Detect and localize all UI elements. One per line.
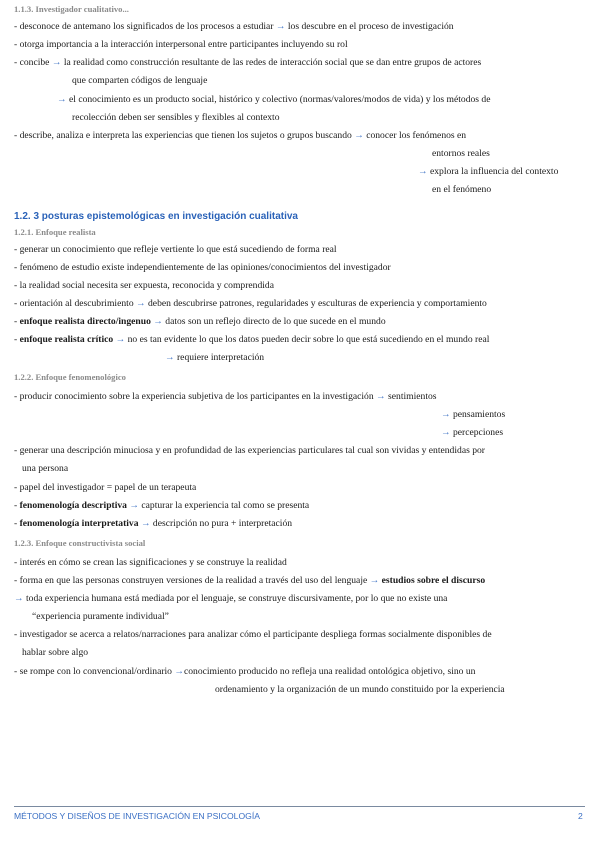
text-line: que comparten códigos de lenguaje (72, 75, 208, 86)
section-heading-1-2-2: 1.2.2. Enfoque fenomenológico (14, 372, 126, 382)
text-line: → el conocimiento es un producto social, histórico y colectivo (normas/valores/modos de vida) y los métodos de (57, 94, 491, 105)
text-line: → explora la influencia del contexto (418, 166, 559, 177)
text-line: - enfoque realista crítico → no es tan evidente lo que los datos pueden decir sobre lo que está sucediendo en el mundo real (14, 334, 490, 345)
arrow-icon: → (51, 57, 62, 68)
text-line: - desconoce de antemano los significados de los procesos a estudiar → los descubre en el proceso de investigación (14, 21, 454, 32)
text-line: - forma en que las personas construyen versiones de la realidad a través del uso del lenguaje → estudios sobre el discurso (14, 575, 486, 586)
arrow-icon: → (140, 518, 151, 529)
text-line: hablar sobre algo (22, 647, 89, 658)
arrow-icon: → (354, 130, 364, 141)
arrow-icon: → (153, 316, 163, 327)
text-line: → requiere interpretación (165, 352, 265, 363)
text-line: - fenomenología descriptiva → capturar la experiencia tal como se presenta (14, 500, 310, 511)
text-line: “experiencia puramente individual” (32, 611, 169, 622)
arrow-icon: → (441, 409, 451, 420)
footer-divider (14, 806, 585, 807)
section-heading-1-1-3: 1.1.3. Investigador cualitativo... (14, 4, 129, 14)
arrow-icon: → (57, 94, 67, 105)
footer-title: MÉTODOS Y DISEÑOS DE INVESTIGACIÓN EN PSICOLOGÍA (14, 811, 260, 821)
arrow-icon: → (136, 298, 146, 309)
text-line: - fenomenología interpretativa → descripción no pura + interpretación (14, 518, 293, 529)
text-line: - describe, analiza e interpreta las experiencias que tienen los sujetos o grupos buscando → conocer los fenómenos en (14, 130, 467, 141)
arrow-icon: → (441, 427, 451, 438)
arrow-icon: → (129, 500, 139, 511)
text-line: - interés en cómo se crean las significaciones y se construye la realidad (14, 557, 287, 568)
section-heading-1-2-1: 1.2.1. Enfoque realista (14, 227, 96, 237)
section-heading-1-2: 1.2. 3 posturas epistemológicas en investigación cualitativa (14, 211, 298, 222)
text-line: ordenamiento y la organización de un mundo constituido por la experiencia (215, 684, 505, 695)
text-line: - fenómeno de estudio existe independientemente de las opiniones/conocimientos del investigador (14, 262, 391, 273)
section-heading-1-2-3: 1.2.3. Enfoque constructivista social (14, 538, 146, 548)
text-line: una persona (22, 463, 69, 474)
arrow-icon: → (165, 352, 175, 363)
text-line: entornos reales (432, 148, 490, 159)
page-number: 2 (578, 811, 583, 821)
text-line: - orientación al descubrimiento → deben descubrirse patrones, regularidades y esculturas de experiencia y comportamiento (14, 298, 487, 309)
text-line: en el fenómeno (432, 184, 492, 195)
arrow-icon: → (369, 575, 380, 586)
text-line: → pensamientos (441, 409, 506, 420)
text-line: - la realidad social necesita ser expuesta, reconocida y comprendida (14, 280, 274, 291)
arrow-icon: → (174, 666, 184, 677)
text-line: → toda experiencia humana está mediada por el lenguaje, se construye discursivamente, por lo que no existe una (14, 593, 448, 604)
text-line: recolección deben ser sensibles y flexibles al contexto (72, 112, 280, 123)
text-line: - otorga importancia a la interacción interpersonal entre participantes incluyendo su rol (14, 39, 348, 50)
text-line: - generar una descripción minuciosa y en profundidad de las experiencias particulares tal cual son vividas y entendidas por (14, 445, 485, 456)
text-line: - generar un conocimiento que refleje vertiente lo que está sucediendo de forma real (14, 244, 337, 255)
arrow-icon: → (115, 334, 126, 345)
text-line: - se rompe con lo convencional/ordinario →conocimiento producido no refleja una realidad ontológica objetivo, sino un (14, 666, 476, 677)
text-line: → percepciones (441, 427, 504, 438)
text-line: - concibe → la realidad como construcción resultante de las redes de interacción social que se dan entre grupos de actores (14, 57, 482, 68)
arrow-icon: → (275, 21, 286, 32)
arrow-icon: → (14, 593, 24, 604)
text-line: - papel del investigador = papel de un terapeuta (14, 482, 197, 493)
text-line: - producir conocimiento sobre la experiencia subjetiva de los participantes en la investigación → sentimientos (14, 391, 437, 402)
arrow-icon: → (418, 166, 428, 177)
text-line: - investigador se acerca a relatos/narraciones para analizar cómo el participante despliega formas socialmente disponibles de (14, 629, 492, 640)
arrow-icon: → (376, 391, 386, 402)
text-line: - enfoque realista directo/ingenuo → datos son un reflejo directo de lo que sucede en el mundo (14, 316, 386, 327)
